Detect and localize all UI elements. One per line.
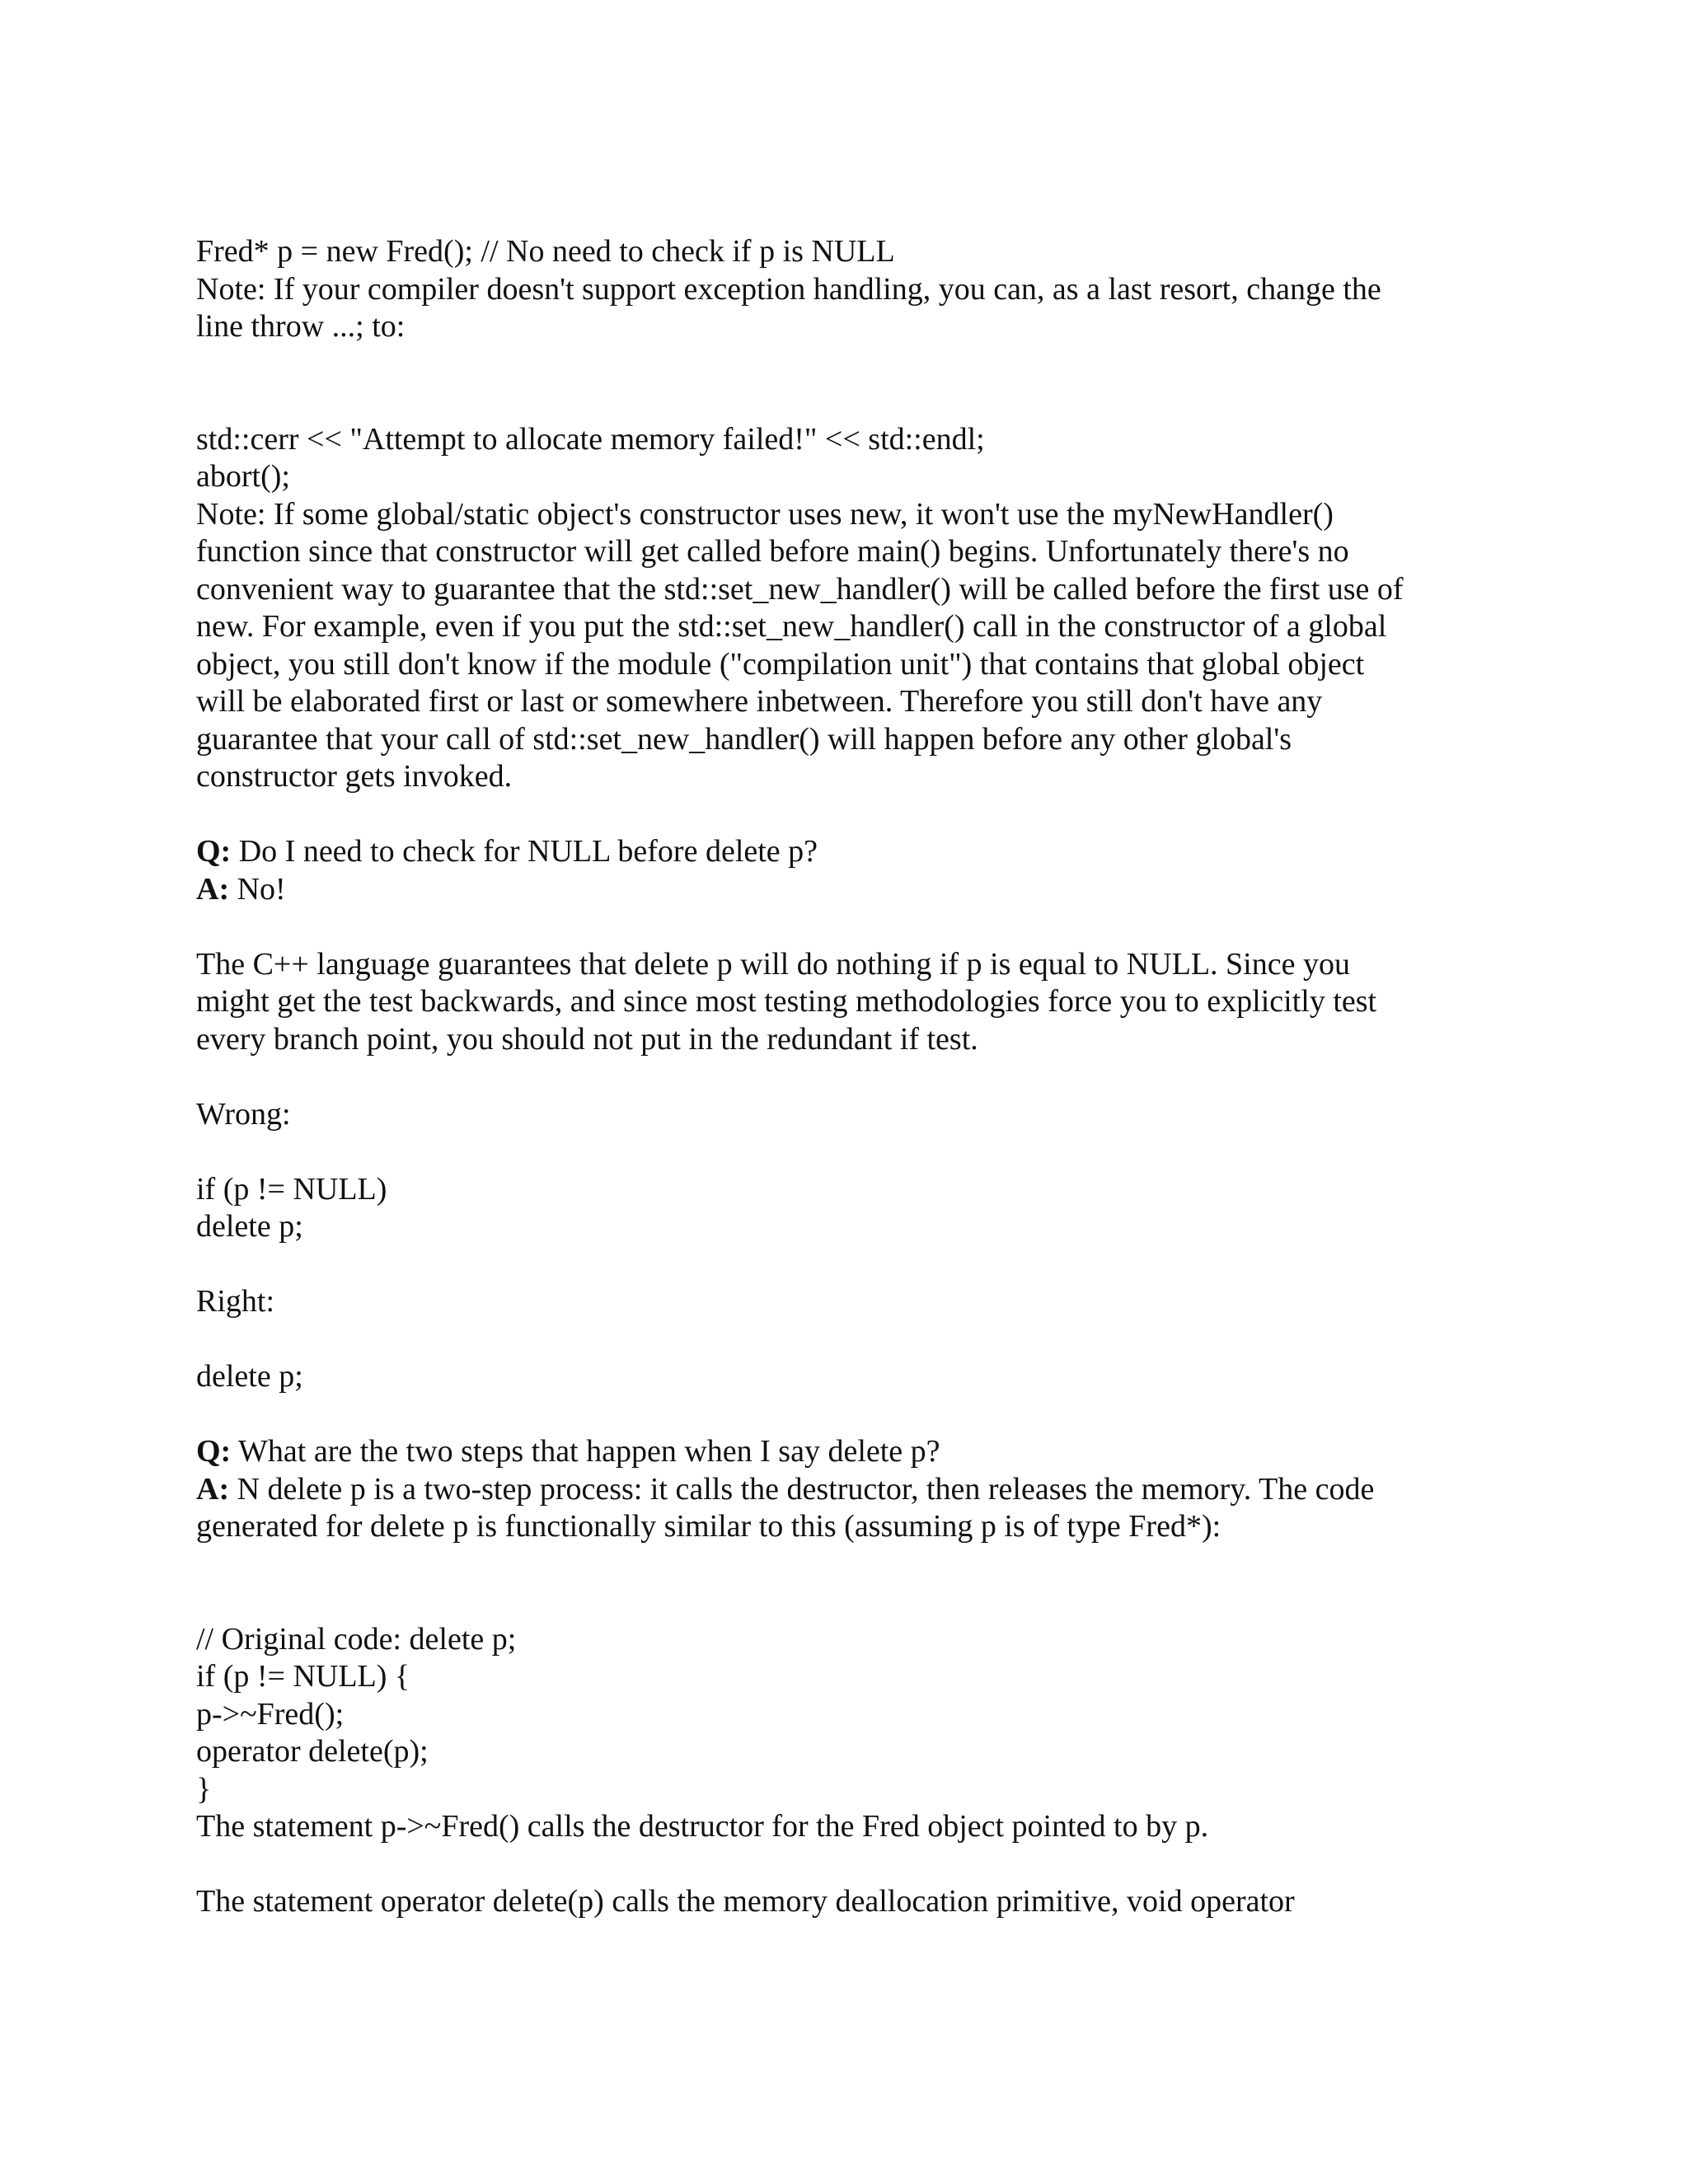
question-line bbox=[196, 1433, 1498, 1471]
question-line bbox=[196, 833, 1498, 871]
spacer bbox=[196, 346, 1498, 421]
spacer bbox=[196, 1133, 1498, 1171]
spacer bbox=[196, 1396, 1498, 1434]
text-line: Note: If your compiler doesn't support exception handling, you can, as a last resort, change the bbox=[196, 271, 1381, 307]
answer-line bbox=[196, 1471, 1498, 1509]
code-line: abort(); bbox=[196, 459, 290, 494]
code-line: if (p != NULL) { bbox=[196, 1659, 410, 1694]
spacer bbox=[196, 1058, 1498, 1096]
answer-text: No! bbox=[229, 871, 286, 907]
text-line: The statement p->~Fred() calls the destructor for the Fred object pointed to by p. bbox=[196, 1809, 1209, 1844]
code-line: delete p; bbox=[196, 1359, 303, 1394]
text-line: will be elaborated first or last or somewhere inbetween. Therefore you still don't have any bbox=[196, 684, 1323, 719]
spacer bbox=[196, 908, 1498, 946]
text-line: convenient way to guarantee that the std::set_new_handler() will be called before the first use of bbox=[196, 571, 1404, 607]
text-line: The statement operator delete(p) calls the memory deallocation primitive, void operator bbox=[196, 1884, 1295, 1919]
code-line: // Original code: delete p; bbox=[196, 1621, 517, 1657]
code-line: p->~Fred(); bbox=[196, 1696, 345, 1732]
question-text: What are the two steps that happen when I say delete p? bbox=[231, 1434, 940, 1469]
text-line: function since that constructor will get called before main() begins. Unfortunately there's no bbox=[196, 534, 1349, 569]
text-line: line throw ...; to: bbox=[196, 309, 406, 344]
code-line: operator delete(p); bbox=[196, 1734, 429, 1769]
spacer bbox=[196, 1546, 1498, 1621]
code-line: } bbox=[196, 1771, 212, 1807]
document-body bbox=[196, 233, 1498, 1921]
spacer bbox=[196, 1246, 1498, 1284]
text-line: The C++ language guarantees that delete p will do nothing if p is equal to NULL. Since you bbox=[196, 946, 1350, 982]
text-line: Right: bbox=[196, 1284, 275, 1319]
question-label: Q: bbox=[196, 1434, 232, 1469]
answer-label: A: bbox=[196, 1471, 230, 1507]
text-line: generated for delete p is functionally similar to this (assuming p is of type Fred*): bbox=[196, 1509, 1221, 1544]
text-line: every branch point, you should not put in the redundant if test. bbox=[196, 1021, 978, 1057]
spacer bbox=[196, 796, 1498, 834]
answer-line bbox=[196, 871, 1498, 909]
text-line: Wrong: bbox=[196, 1096, 291, 1132]
text-line: Note: If some global/static object's constructor uses new, it won't use the myNewHandler() bbox=[196, 496, 1334, 532]
spacer bbox=[196, 1846, 1498, 1884]
answer-label: A: bbox=[196, 871, 230, 907]
code-line: delete p; bbox=[196, 1209, 303, 1244]
answer-text: N delete p is a two-step process: it calls the destructor, then releases the memory. The code bbox=[229, 1471, 1375, 1507]
text-line: new. For example, even if you put the std::set_new_handler() call in the constructor of a global bbox=[196, 609, 1387, 644]
code-line: std::cerr << "Attempt to allocate memory failed!" << std::endl; bbox=[196, 421, 985, 457]
spacer bbox=[196, 1321, 1498, 1359]
text-line: constructor gets invoked. bbox=[196, 759, 513, 794]
code-line: if (p != NULL) bbox=[196, 1171, 387, 1207]
question-label: Q: bbox=[196, 834, 232, 869]
code-line: Fred* p = new Fred(); // No need to check if p is NULL bbox=[196, 234, 895, 269]
text-line: guarantee that your call of std::set_new_handler() will happen before any other global's bbox=[196, 721, 1292, 757]
text-line: might get the test backwards, and since most testing methodologies force you to explicitly test bbox=[196, 984, 1377, 1019]
question-text: Do I need to check for NULL before delete p? bbox=[231, 834, 818, 869]
text-line: object, you still don't know if the module ("compilation unit") that contains that global object bbox=[196, 646, 1365, 682]
